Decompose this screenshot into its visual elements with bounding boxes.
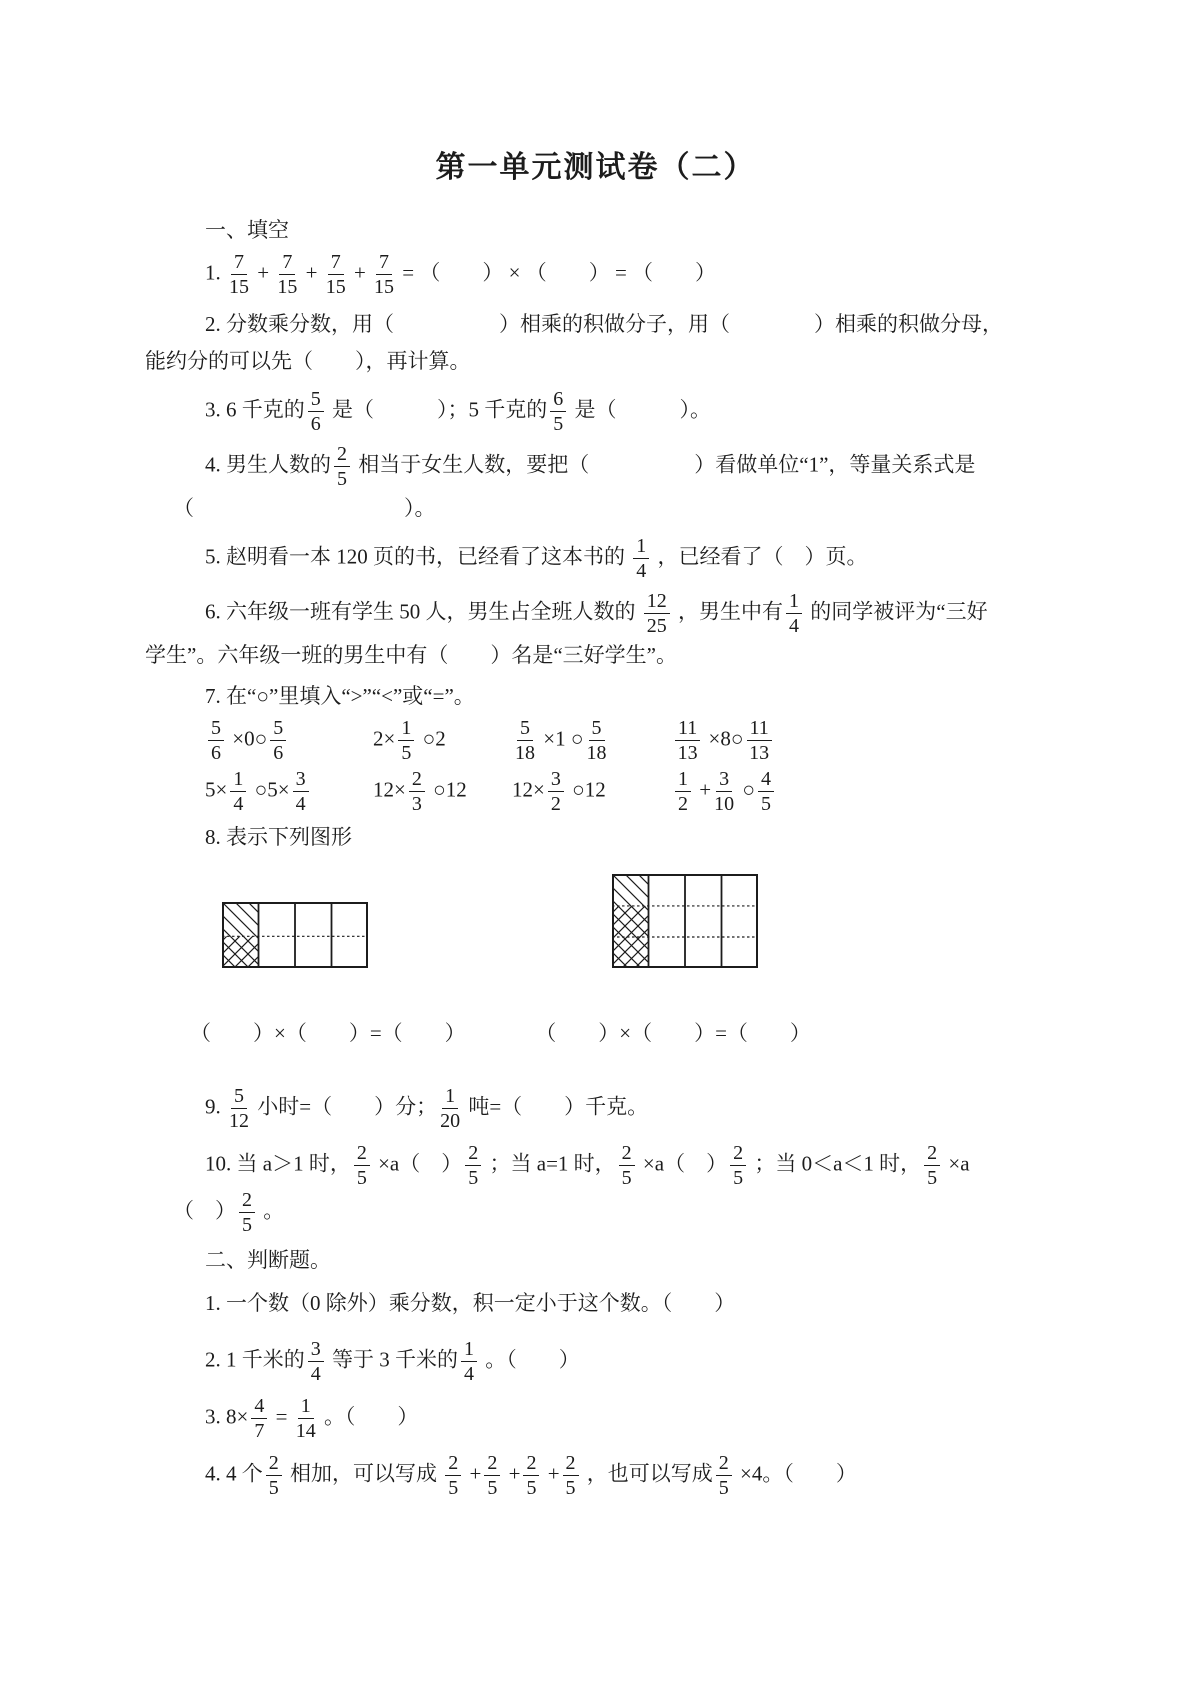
blank-formula: （ ）×（ ）=（ ） xyxy=(535,1021,811,1045)
fraction: $\frac{2}{5}$ xyxy=(334,443,350,490)
section-fill-heading: 一、填空 xyxy=(205,218,289,242)
question-9 xyxy=(145,1085,1151,1132)
question-7-row-1 xyxy=(145,717,1151,764)
text-run: 12× xyxy=(512,777,545,802)
fraction: $\frac{5}{12}$ xyxy=(229,1085,249,1132)
fraction: $\frac{4}{5}$ xyxy=(758,768,774,815)
fraction: $\frac{7}{15}$ xyxy=(325,251,346,298)
question-5 xyxy=(145,535,1151,582)
question-2-line2 xyxy=(145,343,1151,380)
comparison-expression xyxy=(373,717,512,764)
text-run: 1. xyxy=(205,260,226,285)
fraction: $\frac{2}{5}$ xyxy=(354,1142,370,1189)
text-run: = （ ） × （ ） = （ ） xyxy=(397,260,717,285)
question-10-line2 xyxy=(145,1189,1151,1236)
text-run: 12× xyxy=(373,777,406,802)
text-run: ○5× xyxy=(249,777,290,802)
text-run: 吨=（ ）千克。 xyxy=(463,1094,649,1119)
text-run: 5× xyxy=(205,777,228,802)
question-3 xyxy=(145,388,1151,435)
text-run: 4. 4 个 xyxy=(205,1461,263,1486)
fraction: $\frac{2}{5}$ xyxy=(924,1142,940,1189)
fraction-grid-diagram-right xyxy=(612,874,758,973)
fraction: $\frac{11}{13}$ xyxy=(747,717,772,764)
text-run: + xyxy=(694,777,712,802)
question-7-row-2 xyxy=(145,768,1151,815)
question-2-line1 xyxy=(145,306,1151,343)
fraction: $\frac{3}{4}$ xyxy=(308,1338,324,1385)
text-run: 是（ ）；5 千克的 xyxy=(326,397,548,422)
text-run: + xyxy=(542,1461,560,1486)
text-run: ×8○ xyxy=(703,726,744,751)
fraction: $\frac{5}{18}$ xyxy=(586,717,607,764)
text-run: 学生”。六年级一班的男生中有（ ）名是“三好学生”。 xyxy=(145,643,677,667)
comparison-expression xyxy=(512,717,672,764)
text-run: 3. 6 千克的 xyxy=(205,397,305,422)
blank-formula: （ ）×（ ）=（ ） xyxy=(190,1021,466,1045)
page-title: 第一单元测试卷（二） xyxy=(435,150,756,185)
question-8-diagrams xyxy=(145,874,1151,973)
text-run: 小时=（ ）分； xyxy=(252,1094,438,1119)
text-run: ○12 xyxy=(566,777,606,802)
fraction: $\frac{1}{4}$ xyxy=(230,768,246,815)
text-run: 相加，可以写成 xyxy=(284,1461,443,1486)
text-run: ，男生中有 xyxy=(672,599,783,624)
fraction: $\frac{1}{2}$ xyxy=(675,768,691,815)
comparison-expression xyxy=(373,768,512,815)
fraction: $\frac{1}{4}$ xyxy=(633,535,649,582)
fraction: $\frac{2}{5}$ xyxy=(523,1452,539,1499)
question-8-formulas xyxy=(145,1015,1151,1051)
text-run: 10. 当 a＞1 时， xyxy=(205,1151,351,1176)
fraction: $\frac{1}{20}$ xyxy=(440,1085,461,1132)
fraction: $\frac{2}{5}$ xyxy=(239,1189,255,1236)
fraction: $\frac{2}{3}$ xyxy=(409,768,425,815)
text-run: 5. 赵明看一本 120 页的书，已经看了这本书的 xyxy=(205,544,631,569)
question-4-line1 xyxy=(145,443,1151,490)
text-run: 是（ ）。 xyxy=(569,397,711,422)
fraction: $\frac{2}{5}$ xyxy=(563,1452,579,1499)
text-run: ○12 xyxy=(427,777,467,802)
comparison-expression xyxy=(672,768,777,815)
text-run: 8. 表示下列图形 xyxy=(205,825,352,849)
text-run: 。（ ） xyxy=(318,1404,419,1429)
text-run: 2. 1 千米的 xyxy=(205,1347,305,1372)
section-judge-heading: 二、判断题。 xyxy=(205,1248,331,1272)
comparison-expression xyxy=(672,717,775,764)
text-run: ○ xyxy=(737,777,756,802)
fraction: $\frac{2}{5}$ xyxy=(730,1142,746,1189)
text-run: ×a（ ） xyxy=(372,1151,463,1176)
text-run: ，也可以写成 xyxy=(581,1461,713,1486)
text-run: + xyxy=(464,1461,482,1486)
question-1 xyxy=(145,251,1151,298)
text-run: ×0○ xyxy=(227,726,268,751)
text-run: 1. 一个数（0 除外）乘分数，积一定小于这个数。（ ） xyxy=(205,1291,736,1315)
judge-1 xyxy=(145,1285,1151,1322)
text-run: ，已经看了（ ）页。 xyxy=(652,544,868,569)
text-run: （ ） xyxy=(173,1198,236,1223)
fraction: $\frac{3}{10}$ xyxy=(714,768,735,815)
text-run: 3. 8× xyxy=(205,1404,249,1429)
fraction: $\frac{2}{5}$ xyxy=(445,1452,461,1499)
fraction: $\frac{5}{18}$ xyxy=(515,717,535,764)
text-run: 相当于女生人数，要把（ ）看做单位“1”，等量关系式是 xyxy=(353,452,976,477)
text-run: 9. xyxy=(205,1094,226,1119)
question-4-line2 xyxy=(145,490,1151,527)
question-7-label xyxy=(145,678,1151,715)
fraction: $\frac{3}{2}$ xyxy=(548,768,564,815)
text-run: 4. 男生人数的 xyxy=(205,452,331,477)
fraction: $\frac{2}{5}$ xyxy=(266,1452,282,1499)
text-run: ；当 0＜a＜1 时， xyxy=(749,1151,922,1176)
text-run: 6. 六年级一班有学生 50 人，男生占全班人数的 xyxy=(205,599,641,624)
fraction: $\frac{3}{4}$ xyxy=(293,768,309,815)
fraction: $\frac{5}{6}$ xyxy=(270,717,286,764)
question-6-line2 xyxy=(145,637,1151,674)
text-run: ；当 a=1 时， xyxy=(484,1151,616,1176)
fraction: $\frac{7}{15}$ xyxy=(277,251,298,298)
text-run: ×a（ ） xyxy=(637,1151,728,1176)
text-run: 。 xyxy=(258,1198,285,1223)
fraction: $\frac{4}{7}$ xyxy=(251,1395,267,1442)
text-run: 2× xyxy=(373,726,396,751)
text-run: + xyxy=(252,260,275,285)
fraction-grid-diagram-left xyxy=(222,902,368,973)
comparison-expression xyxy=(205,717,373,764)
comparison-expression xyxy=(205,768,373,815)
judge-2 xyxy=(145,1338,1151,1385)
text-run: （ ）。 xyxy=(173,496,436,520)
fraction: $\frac{2}{5}$ xyxy=(619,1142,635,1189)
fraction: $\frac{5}{6}$ xyxy=(308,388,324,435)
text-run: 7. 在“○”里填入“>”“<”或“=”。 xyxy=(205,684,475,708)
fraction: $\frac{2}{5}$ xyxy=(465,1142,481,1189)
fraction: $\frac{1}{14}$ xyxy=(295,1395,316,1442)
text-run: 2. 分数乘分数，用（ ）相乘的积做分子，用（ ）相乘的积做分母， xyxy=(205,312,1003,336)
text-run: + xyxy=(300,260,323,285)
fraction: $\frac{1}{4}$ xyxy=(786,590,802,637)
fraction: $\frac{1}{5}$ xyxy=(398,717,414,764)
text-run: ×1 ○ xyxy=(538,726,584,751)
fraction: $\frac{7}{15}$ xyxy=(374,251,395,298)
text-run: 。（ ） xyxy=(480,1347,580,1372)
text-run: = xyxy=(270,1404,293,1429)
fraction: $\frac{7}{15}$ xyxy=(229,251,249,298)
text-run: 的同学被评为“三好 xyxy=(805,599,988,624)
question-6-line1 xyxy=(145,590,1151,637)
text-run: ×a xyxy=(943,1151,970,1176)
fraction: $\frac{2}{5}$ xyxy=(716,1452,732,1499)
question-10-line1 xyxy=(145,1142,1151,1189)
text-run: + xyxy=(503,1461,521,1486)
question-8-label xyxy=(145,819,1151,856)
fraction: $\frac{2}{5}$ xyxy=(484,1452,500,1499)
text-run: 等于 3 千米的 xyxy=(326,1347,458,1372)
text-run: 能约分的可以先（ ），再计算。 xyxy=(145,349,471,373)
fraction: $\frac{6}{5}$ xyxy=(550,388,566,435)
fraction: $\frac{11}{13}$ xyxy=(675,717,700,764)
judge-3 xyxy=(145,1395,1151,1442)
text-run: ○2 xyxy=(417,726,446,751)
fraction: $\frac{5}{6}$ xyxy=(208,717,224,764)
fraction: $\frac{1}{4}$ xyxy=(461,1338,477,1385)
text-run: ×4。（ ） xyxy=(734,1461,857,1486)
comparison-expression xyxy=(512,768,672,815)
text-run: + xyxy=(348,260,372,285)
judge-4 xyxy=(145,1452,1151,1499)
fraction: $\frac{12}{25}$ xyxy=(644,590,670,637)
